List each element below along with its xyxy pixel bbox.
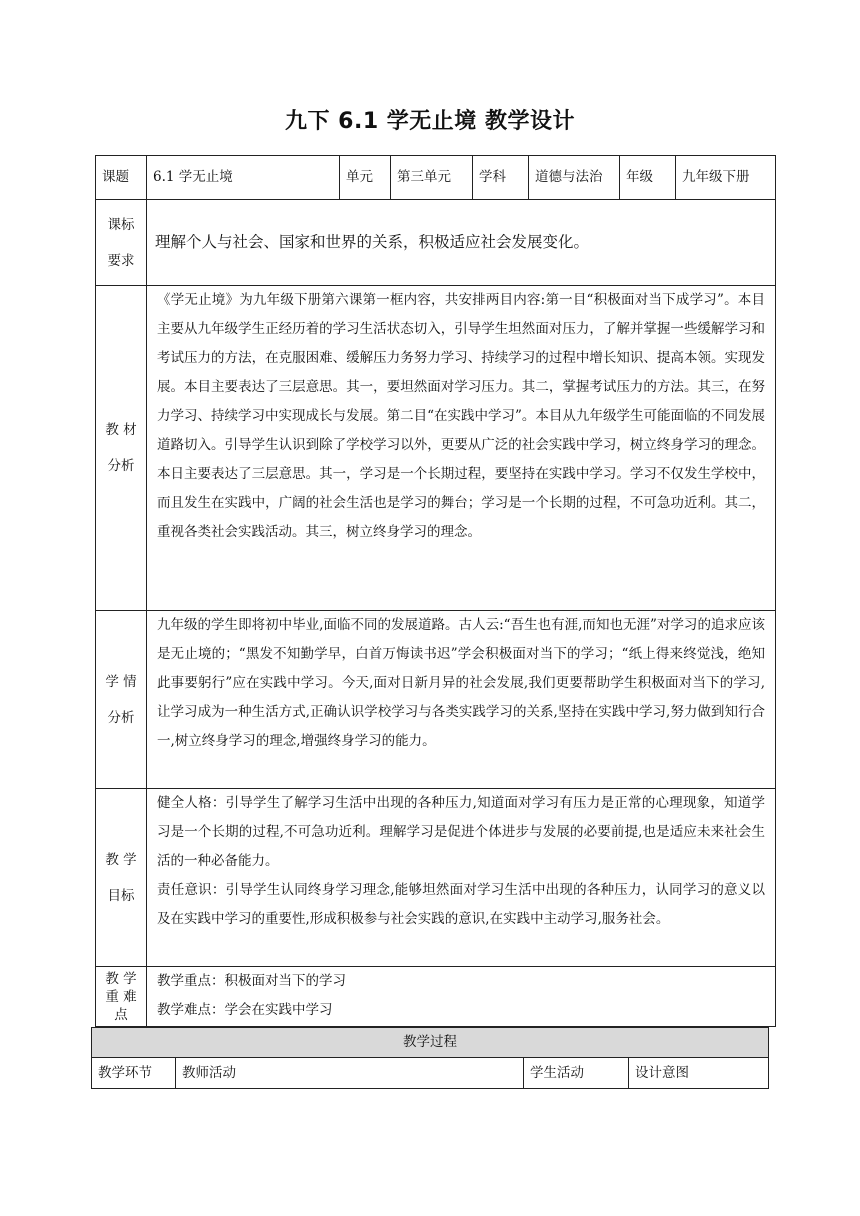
student-text: 九年级的学生即将初中毕业,面临不同的发展道路。古人云:“吾生也有涯,而知也无涯”对学习的追求应该是无止境的；“黑发不知勤学早，白首万悔读书迟”学会积极面对当下的学习；“纸上得来终觉浅，绝知此事要躬行”应在实践中学习。今天,面对日新月异的社会发展,我们更要帮助学生积极面对当下的学习,让学习成为一种生活方式,正确认识学校学习与各类实践学习的关系,坚持在实践中学习,努力做到知行合一,树立终身学习的理念,增强终身学习的能力。 (147, 611, 776, 789)
subject-label: 学科 (473, 156, 529, 200)
subject-value: 道德与法治 (529, 156, 620, 200)
goals-label: 教 学 目标 (96, 789, 147, 967)
col-teacher: 教师活动 (176, 1058, 524, 1089)
grade-value: 九年级下册 (676, 156, 776, 200)
unit-label: 单元 (340, 156, 391, 200)
info-row (96, 156, 776, 200)
teaching-process-table (91, 1027, 769, 1089)
col-stage: 教学环节 (92, 1058, 176, 1089)
standard-label: 课标 要求 (96, 200, 147, 286)
goals-row (96, 789, 776, 967)
col-intent: 设计意图 (629, 1058, 769, 1089)
lesson-design-table (95, 155, 776, 1027)
keypoints-row (96, 967, 776, 1027)
page-title: 九下 6.1 学无止境 教学设计 (285, 109, 575, 134)
process-columns-row (92, 1058, 769, 1089)
material-label: 教 材 分析 (96, 286, 147, 611)
keypoints-text: 教学重点：积极面对当下的学习 教学难点：学会在实践中学习 (147, 967, 776, 1027)
process-header: 教学过程 (92, 1028, 769, 1058)
goals-text: 健全人格：引导学生了解学习生活中出现的各种压力,知道面对学习有压力是正常的心理现象，知道学习是一个长期的过程,不可急功近利。理解学习是促进个体进步与发展的必要前提,也是适应未来社会生活的一种必备能力。 责任意识：引导学生认同终身学习理念,能够坦然面对学习生活中出现的各种压力，认同学习的意义以及在实践中学习的重要性,形成积极参与社会实践的意识,在实践中主动学习,服务社会。 (147, 789, 776, 967)
student-row (96, 611, 776, 789)
col-student: 学生活动 (524, 1058, 629, 1089)
grade-label: 年级 (620, 156, 676, 200)
lesson-value: 6.1 学无止境 (147, 156, 340, 200)
standard-text: 理解个人与社会、国家和世界的关系，积极适应社会发展变化。 (147, 200, 776, 286)
material-row (96, 286, 776, 611)
standard-row (96, 200, 776, 286)
process-header-row (92, 1028, 769, 1058)
unit-value: 第三单元 (391, 156, 473, 200)
student-label: 学 情 分析 (96, 611, 147, 789)
material-text: 《学无止境》为九年级下册第六课第一框内容，共安排两目内容:第一目“积极面对当下成学习”。本目主要从九年级学生正经历着的学习生活状态切入，引导学生坦然面对压力，了解并掌握一些缓解学习和考试压力的方法，在克服困难、缓解压力务努力学习、持续学习的过程中增长知识、提高本领。实现发展。本目主要表达了三层意思。其一，要坦然面对学习压力。其二，掌握考试压力的方法。其三，在努力学习、持续学习中实现成长与发展。第二目“在实践中学习”。本目从九年级学生可能面临的不同发展道路切入。引导学生认识到除了学校学习以外，更要从广泛的社会实践中学习，树立终身学习的理念。本日主要表达了三层意思。其一，学习是一个长期过程，要坚持在实践中学习。学习不仅发生学校中，而且发生在实践中，广阔的社会生活也是学习的舞台；学习是一个长期的过程，不可急功近利。其二，重视各类社会实践活动。其三，树立终身学习的理念。 (147, 286, 776, 611)
lesson-label: 课题 (96, 156, 147, 200)
keypoints-label: 教 学 重 难 点 (96, 967, 147, 1027)
